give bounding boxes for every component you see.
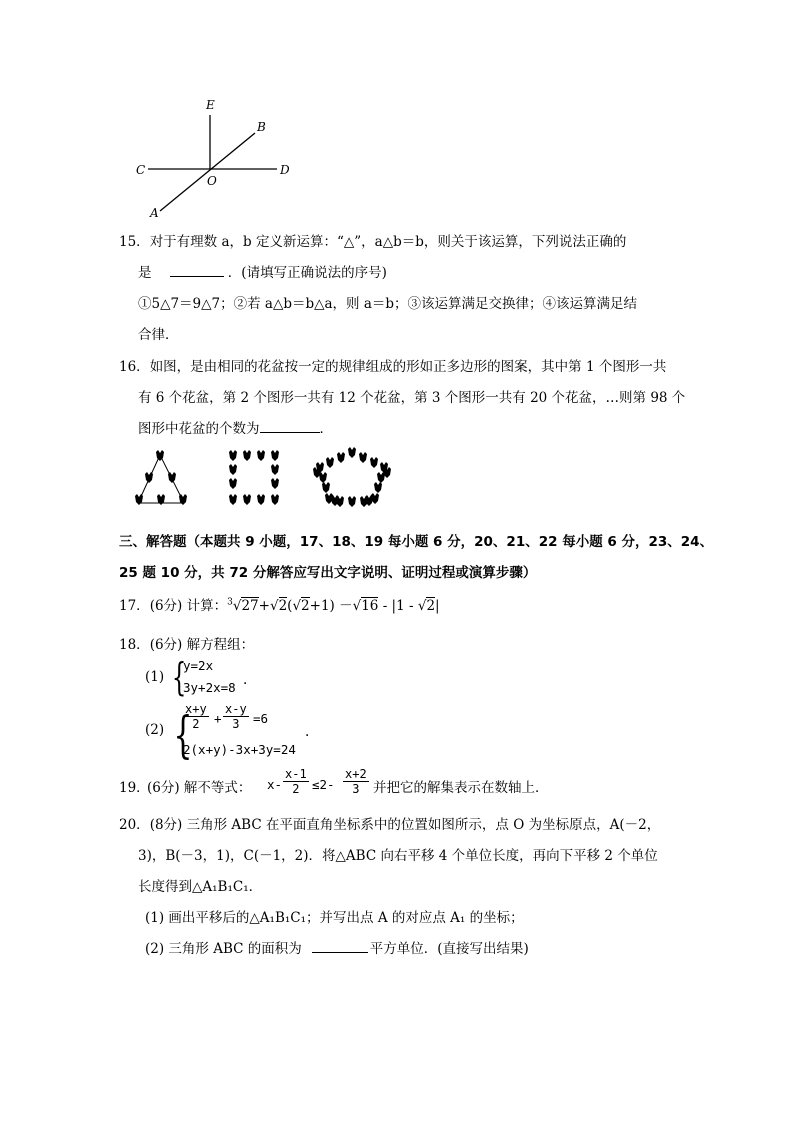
label-a: A bbox=[150, 206, 159, 220]
q20-sub2-text-b: 平方单位．(直接写出结果) bbox=[369, 941, 529, 957]
q16-number: 16． bbox=[119, 359, 150, 375]
label-e: E bbox=[206, 98, 215, 112]
q18-part2-eq2: 2(x+y)-3x+3y=24 bbox=[183, 742, 296, 757]
q16-line3 bbox=[138, 417, 333, 437]
sqrt-2-a: 2 bbox=[278, 598, 288, 614]
fraction-x-minus-y-over-3: $\frac{x-y}{3}$ bbox=[225, 702, 247, 731]
q20-text-line2: 3)，B(－3，1)，C(－1，2)．将△ABC 向右平移 4 个单位长度，再向下平移 2 个单位 bbox=[138, 848, 658, 864]
section3-heading-line2: 25 题 10 分，共 72 分解答应写出文字说明、证明过程或演算步骤） bbox=[119, 565, 537, 581]
pattern-1-triangle bbox=[135, 450, 187, 505]
q20-sub1-text: (1) 画出平移后的△A₁B₁C₁；并写出点 A 的对应点 A₁ 的坐标； bbox=[145, 910, 524, 926]
q16-line1 bbox=[119, 355, 666, 375]
q17-prefix: (6分) 计算： bbox=[149, 598, 228, 614]
intersecting-lines-figure bbox=[130, 95, 300, 220]
q15-text-line3: ①5△7＝9△7；②若 a△b＝b△a，则 a＝b；③该运算满足交换律；④该运算满足结 bbox=[138, 296, 638, 312]
q19-number: 19． bbox=[119, 780, 150, 796]
q20-line1 bbox=[119, 813, 660, 833]
q17: 17．(6分) 计算：$^3$√27+√2(√2+1) －√16 - |1 - √2| bbox=[119, 597, 440, 614]
line-ab bbox=[160, 133, 255, 211]
q15-line4 bbox=[138, 323, 179, 343]
q18-prefix: (6分) 解方程组： bbox=[149, 637, 255, 653]
left-brace: { bbox=[173, 706, 193, 764]
q16-text-line2: 有 6 个花盆，第 2 个图形一共有 12 个花盆，第 3 个图形一共有 20 个花盆，…则第 98 个 bbox=[138, 390, 686, 406]
label-c: C bbox=[136, 163, 146, 177]
section3-heading-line1: 三、解答题（本题共 9 小题，17、18、19 每小题 6 分，20、21、22 每小题 6 分，23、24、 bbox=[119, 534, 714, 550]
q16-text-line3b: ． bbox=[319, 421, 333, 437]
label-d: D bbox=[280, 163, 290, 177]
q19-prefix: (6分) 解不等式： bbox=[147, 780, 252, 796]
q18-part1-eq1: y=2x bbox=[183, 658, 214, 673]
pattern-2-square bbox=[229, 450, 279, 505]
q20-answer-blank[interactable] bbox=[312, 938, 368, 953]
fraction-x-plus-2-over-3: $\frac{x+2}{3}$ bbox=[345, 767, 367, 796]
q15-text-line1: 对于有理数 a，b 定义新运算：“△”，a△b＝b，则关于该运算，下列说法正确的 bbox=[149, 234, 627, 250]
q18-part1-label: (1) bbox=[145, 669, 165, 685]
label-b: B bbox=[257, 120, 266, 134]
q20-sub2 bbox=[145, 937, 529, 957]
q20-text-line1: (8分) 三角形 ABC 在平面直角坐标系中的位置如图所示，点 O 为坐标原点，A(－2， bbox=[149, 817, 661, 833]
q20-line3 bbox=[138, 875, 262, 895]
q19-suffix: 并把它的解集表示在数轴上． bbox=[373, 780, 549, 796]
q15-text-line2a: 是 bbox=[138, 265, 152, 281]
q15-line2 bbox=[138, 261, 387, 281]
q15-line1 bbox=[119, 230, 626, 250]
radical-sign: √ bbox=[232, 598, 242, 614]
q20-number: 20． bbox=[119, 817, 150, 833]
left-brace: { bbox=[171, 655, 187, 699]
q15-text-line2b: ．(请填写正确说法的序号) bbox=[227, 265, 387, 281]
cube-root-arg: 27 bbox=[241, 598, 259, 614]
sqrt-2-c: 2 bbox=[426, 598, 436, 614]
q16-line2 bbox=[138, 386, 685, 406]
fraction-x-minus-1-over-2: $\frac{x-1}{2}$ bbox=[285, 767, 307, 796]
q20-line2 bbox=[138, 844, 658, 864]
q20-text-line3: 长度得到△A₁B₁C₁． bbox=[138, 879, 263, 895]
pattern-3-pentagon bbox=[313, 447, 391, 507]
q17-number: 17． bbox=[119, 598, 150, 614]
q16-answer-blank[interactable] bbox=[260, 418, 320, 433]
q20-sub1 bbox=[145, 906, 524, 926]
q16-text-line3a: 图形中花盆的个数为 bbox=[138, 421, 260, 437]
sqrt-16: 16 bbox=[361, 598, 379, 614]
fraction-x-plus-y-over-2: $\frac{x+y}{2}$ bbox=[185, 702, 207, 731]
flowerpot-patterns-figure bbox=[130, 445, 400, 513]
q18-part1-eq2: 3y+2x=8 bbox=[183, 680, 236, 695]
q15-text-line4: 合律． bbox=[138, 327, 179, 343]
sqrt-2-b: 2 bbox=[301, 598, 310, 614]
q18-number: 18． bbox=[119, 637, 150, 653]
cube-root-index: 3 bbox=[227, 597, 233, 608]
label-o: O bbox=[207, 174, 217, 188]
q15-answer-blank[interactable] bbox=[170, 262, 224, 277]
q15-number: 15． bbox=[119, 234, 150, 250]
q18-header bbox=[119, 633, 254, 653]
q16-text-line1: 如图，是由相同的花盆按一定的规律组成的形如正多边形的图案，其中第 1 个图形一共 bbox=[149, 359, 667, 375]
q18-part2-label: (2) bbox=[145, 722, 165, 738]
q20-sub2-text-a: (2) 三角形 ABC 的面积为 bbox=[145, 941, 302, 957]
q15-line3 bbox=[138, 292, 637, 312]
